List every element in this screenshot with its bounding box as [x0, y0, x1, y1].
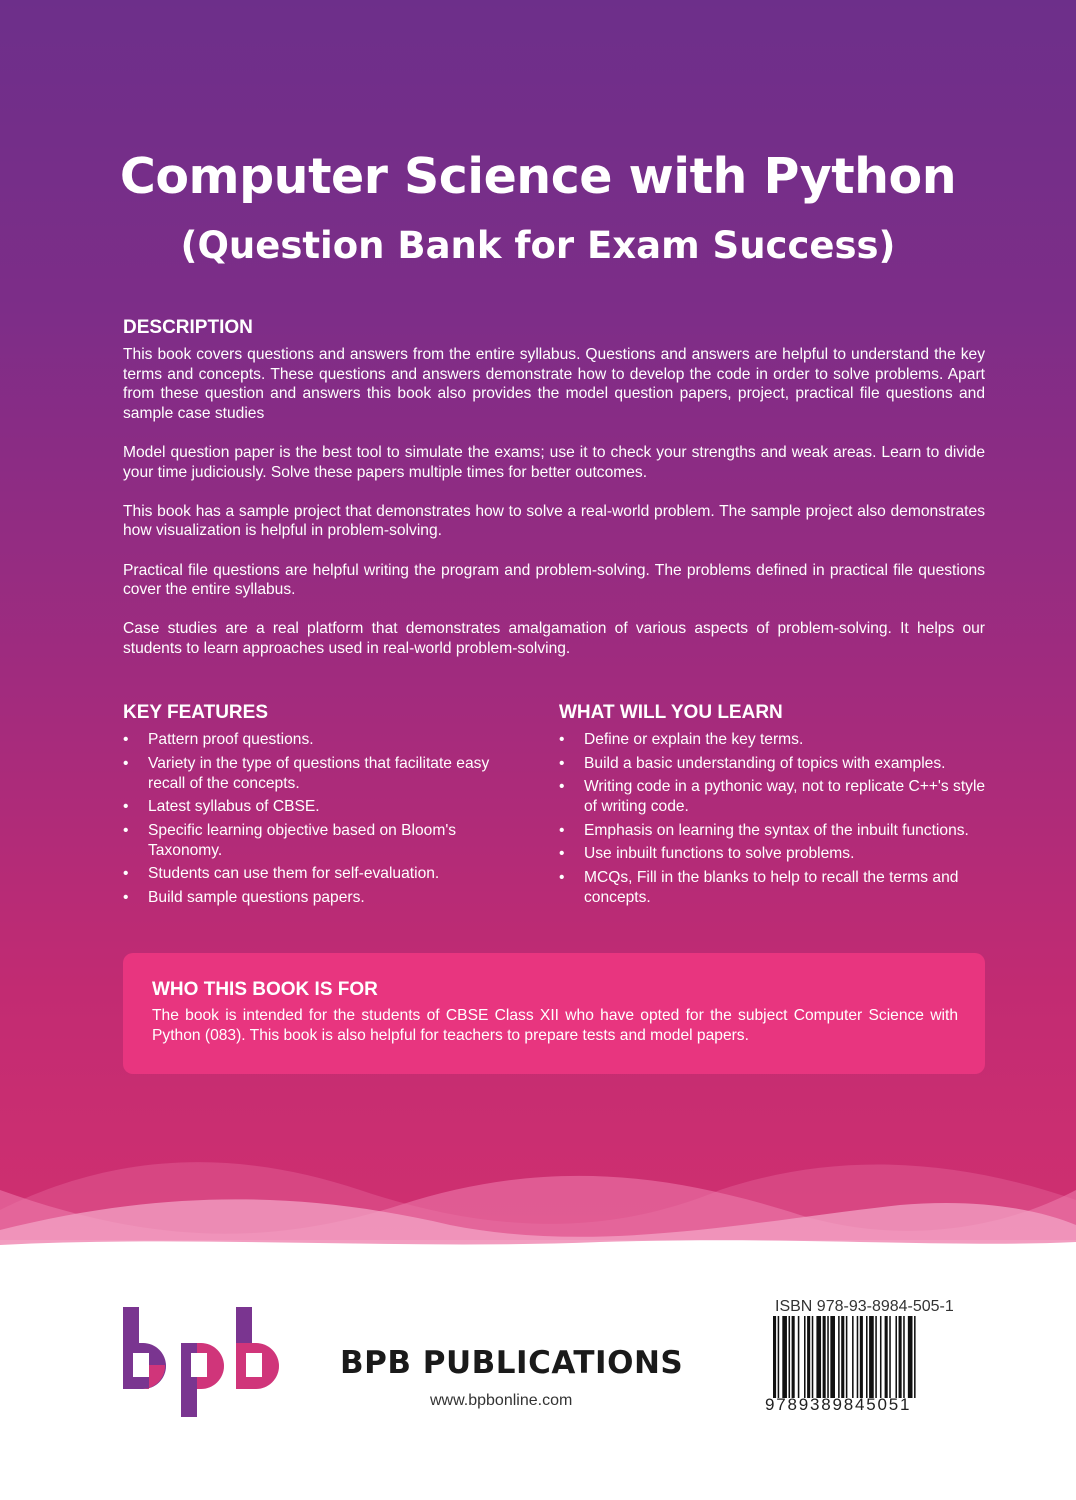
barcode-bar: [792, 1316, 795, 1398]
barcode-bar: [852, 1316, 854, 1398]
publisher-website: www.bpbonline.com: [430, 1392, 573, 1409]
description-body: [123, 345, 985, 678]
list-item: • Define or explain the key terms.: [559, 730, 989, 750]
barcode-digits: 9789389845051: [765, 1395, 912, 1414]
barcode-bar: [841, 1316, 844, 1398]
description-heading: DESCRIPTION: [123, 317, 253, 338]
list-item: • Students can use them for self-evaluation.: [123, 864, 513, 884]
what-you-learn-heading: WHAT WILL YOU LEARN: [559, 702, 783, 723]
barcode-bar: [798, 1316, 800, 1398]
who-this-book-is-for-box: [123, 953, 985, 1074]
barcode-bar: [823, 1316, 826, 1398]
list-item: • Emphasis on learning the syntax of the inbuilt functions.: [559, 821, 989, 841]
what-you-learn-list: [559, 730, 989, 911]
barcode-bar: [899, 1316, 902, 1398]
barcode-bar: [816, 1316, 821, 1398]
barcode: [773, 1316, 967, 1398]
barcode-bar: [804, 1316, 806, 1398]
barcode-bar: [908, 1316, 913, 1398]
barcode-bar: [869, 1316, 874, 1398]
list-item: • Build a basic understanding of topics with examples.: [559, 754, 989, 774]
barcode-bar: [880, 1316, 882, 1398]
key-features-heading: KEY FEATURES: [123, 702, 268, 723]
bpb-logo-icon: [123, 1307, 281, 1417]
barcode-bar: [889, 1316, 891, 1398]
description-paragraph: Model question paper is the best tool to simulate the exams; use it to check your strengths and weak areas. Learn to divide your time judiciously. Solve these papers multiple times for better outcomes.: [123, 443, 985, 481]
list-item: • Writing code in a pythonic way, not to replicate C++'s style of writing code.: [559, 777, 989, 817]
barcode-bar: [789, 1316, 791, 1398]
barcode-bar: [895, 1316, 897, 1398]
description-paragraph: This book has a sample project that demonstrates how to solve a real-world problem. The sample project also demonstrates how visualization is helpful in problem-solving.: [123, 502, 985, 540]
list-item: • Latest syllabus of CBSE.: [123, 797, 513, 817]
who-for-heading: WHO THIS BOOK IS FOR: [152, 979, 378, 1000]
barcode-bar: [903, 1316, 905, 1398]
barcode-bar: [885, 1316, 888, 1398]
list-item: • MCQs, Fill in the blanks to help to recall the terms and concepts.: [559, 868, 989, 908]
book-subtitle: (Question Bank for Exam Success): [180, 224, 896, 267]
decorative-waves: [0, 1150, 1076, 1260]
list-item: • Pattern proof questions.: [123, 730, 513, 750]
description-paragraph: Case studies are a real platform that demonstrates amalgamation of various aspects of problem-solving. It helps our students to learn approaches used in real-world problem-solving.: [123, 620, 985, 657]
barcode-bar: [857, 1316, 859, 1398]
barcode-bar: [830, 1316, 835, 1398]
publisher-name: BPB PUBLICATIONS: [340, 1345, 684, 1381]
list-item: • Specific learning objective based on Bloom's Taxonomy.: [123, 821, 513, 861]
barcode-bar: [914, 1316, 916, 1398]
description-paragraph: This book covers questions and answers from the entire syllabus. Questions and answers are helpful to understand the key terms and concepts. These questions and answers demonstrate how to develop the code in order to solve problems. Apart from these question and answers this book also provides the model question papers, project, practical file questions and sample case studies: [123, 346, 985, 422]
description-paragraph: Practical file questions are helpful writing the program and problem-solving. The problems defined in practical file questions cover the entire syllabus.: [123, 561, 985, 599]
who-for-text: The book is intended for the students of CBSE Class XII who have opted for the subject Computer Science with Python (083). This book is also helpful for teachers to prepare tests and model papers.: [152, 1007, 958, 1044]
barcode-bar: [773, 1316, 776, 1398]
key-features-list: [123, 730, 513, 911]
book-title: Computer Science with Python: [119, 148, 957, 205]
barcode-bar: [846, 1316, 848, 1398]
barcode-bar: [866, 1316, 868, 1398]
list-item: • Build sample questions papers.: [123, 888, 513, 908]
list-item: • Variety in the type of questions that facilitate easy recall of the concepts.: [123, 754, 513, 794]
barcode-bar: [827, 1316, 829, 1398]
barcode-bar: [807, 1316, 810, 1398]
barcode-bar: [812, 1316, 814, 1398]
barcode-bar: [782, 1316, 787, 1398]
barcode-bar: [778, 1316, 780, 1398]
barcode-bar: [838, 1316, 840, 1398]
barcode-bar: [875, 1316, 877, 1398]
list-item: • Use inbuilt functions to solve problems.: [559, 844, 989, 864]
barcode-bar: [860, 1316, 863, 1398]
isbn-label: ISBN 978-93-8984-505-1: [775, 1298, 954, 1315]
